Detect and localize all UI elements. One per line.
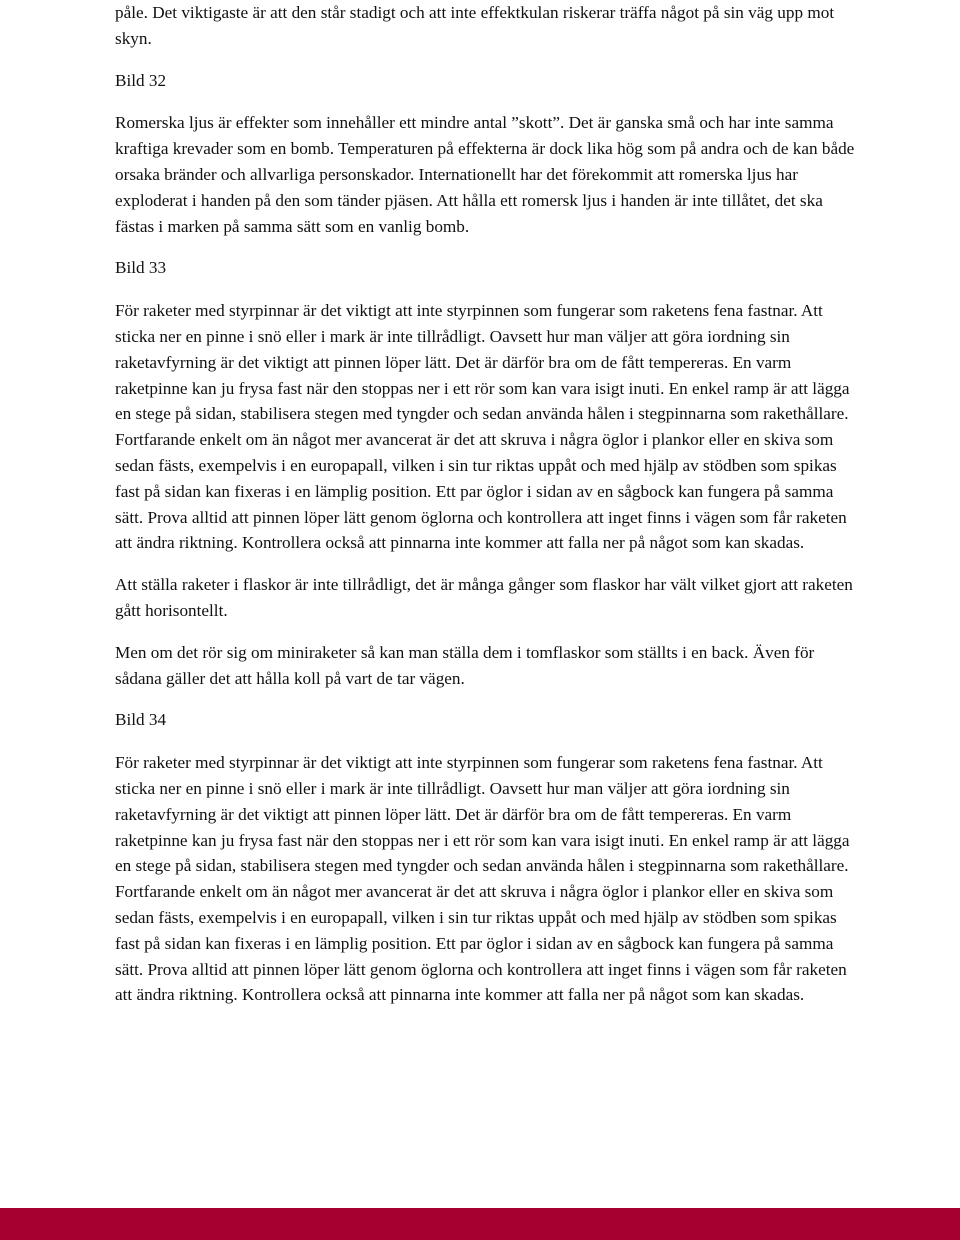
section-heading-bild-32: Bild 32 xyxy=(115,70,167,90)
section-32-paragraph: Romerska ljus är effekter som innehåller ett mindre antal ”skott”. Det är ganska små och har inte samma kraftiga krevader som en bomb. Temperaturen på effekterna är dock lika hög som på andra och de kan både orsaka bränder och allvarliga personskador. Internationellt har det förekommit att romerska ljus har exploderat i handen på den som tänder pjäsen. Att hålla ett romersk ljus i handen är inte tillåtet, det ska fästas i marken på samma sätt som en vanlig bomb. xyxy=(115,113,855,236)
footer-bar xyxy=(0,1208,960,1240)
intro-paragraph: påle. Det viktigaste är att den står stadigt och att inte effektkulan riskerar träffa något på sin väg upp mot skyn. xyxy=(115,3,835,48)
document-page xyxy=(115,0,855,1008)
section-33-paragraph-3: Men om det rör sig om miniraketer så kan man ställa dem i tomflaskor som ställts i en back. Även för sådana gäller det att hålla koll på vart de tar vägen. xyxy=(115,642,815,688)
section-heading-bild-33: Bild 33 xyxy=(115,258,167,278)
section-34-paragraph: För raketer med styrpinnar är det viktigt att inte styrpinnen som fungerar som raketens fena fastnar. Att sticka ner en pinne i snö eller i mark är inte tillrådligt. Oavsett hur man väljer att göra iordning sin raketavfyrning är det viktigt att pinnen löper lätt. Det är därför bra om de fått tempereras. En varm raketpinne kan ju frysa fast när den stoppas ner i ett rör som kan vara isigt inuti. En enkel ramp är att lägga en stege på sidan, stabilisera stegen med tyngder och sedan använda hålen i stegpinnarna som rakethållare. Fortfarande enkelt om än något mer avancerat är det att skruva i några öglor i plankor eller en skiva som sedan fästs, exempelvis i en europapall, vilken i sin tur riktas uppåt och med hjälp av stödben som spikas fast på sidan kan fixeras i en lämplig position. Ett par öglor i sidan av en sågbock kan fungera på samma sätt. Prova alltid att pinnen löper lätt genom öglorna och kontrollera att inget finns i vägen som får raketen att ändra riktning. Kontrollera också att pinnarna inte kommer att falla ner på något som kan skadas. xyxy=(115,753,850,1005)
section-33-paragraph-2: Att ställa raketer i flaskor är inte tillrådligt, det är många gånger som flaskor har vält vilket gjort att raketen gått horisontellt. xyxy=(115,575,853,620)
section-33-paragraph-1: För raketer med styrpinnar är det viktigt att inte styrpinnen som fungerar som raketens fena fastnar. Att sticka ner en pinne i snö eller i mark är inte tillrådligt. Oavsett hur man väljer att göra iordning sin raketavfyrning är det viktigt att pinnen löper lätt. Det är därför bra om de fått tempereras. En varm raketpinne kan ju frysa fast när den stoppas ner i ett rör som kan vara isigt inuti. En enkel ramp är att lägga en stege på sidan, stabilisera stegen med tyngder och sedan använda hålen i stegpinnarna som rakethållare. Fortfarande enkelt om än något mer avancerat är det att skruva i några öglor i plankor eller en skiva som sedan fästs, exempelvis i en europapall, vilken i sin tur riktas uppåt och med hjälp av stödben som spikas fast på sidan kan fixeras i en lämplig position. Ett par öglor i sidan av en sågbock kan fungera på samma sätt. Prova alltid att pinnen löper lätt genom öglorna och kontrollera att inget finns i vägen som får raketen att ändra riktning. Kontrollera också att pinnarna inte kommer att falla ner på något som kan skadas. xyxy=(115,301,850,553)
section-heading-bild-34: Bild 34 xyxy=(115,710,167,730)
